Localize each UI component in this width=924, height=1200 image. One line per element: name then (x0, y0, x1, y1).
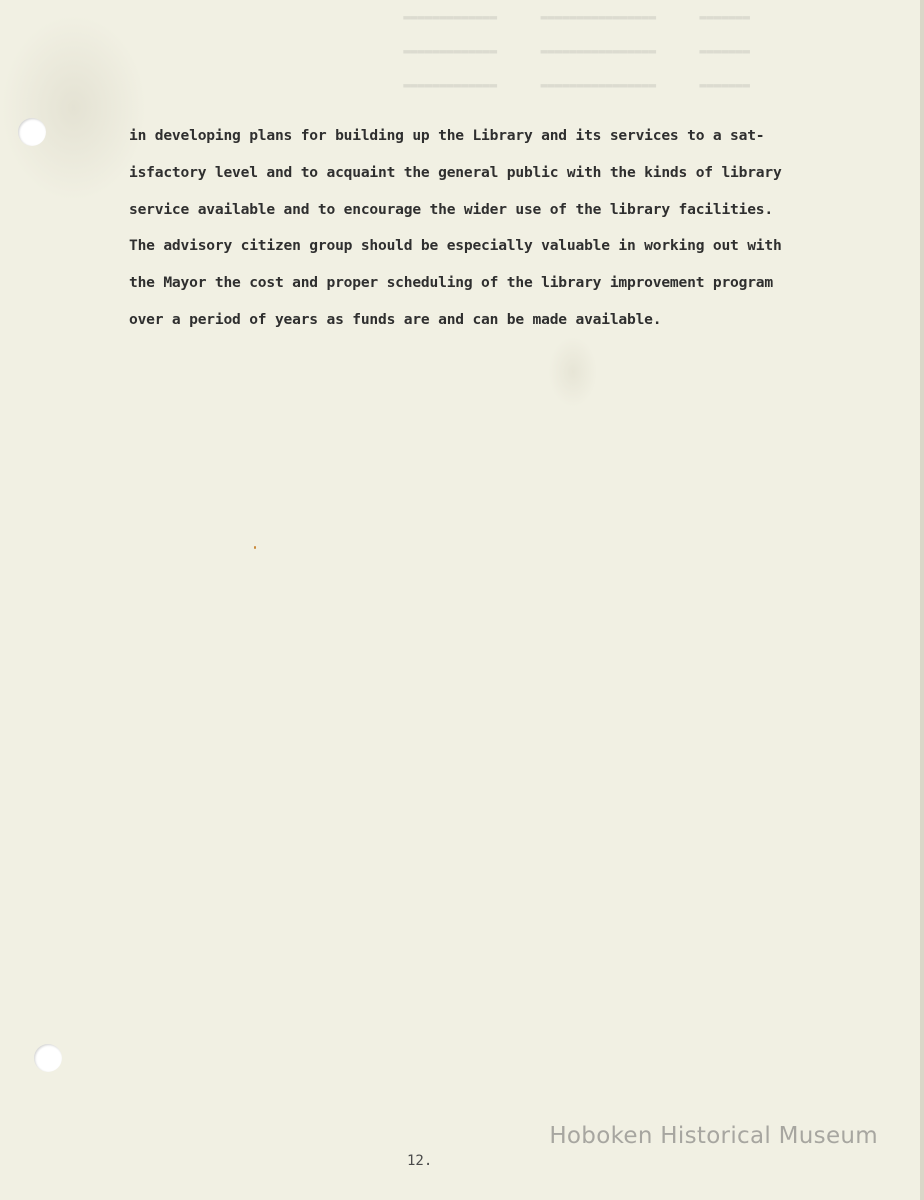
punch-hole-bottom (34, 1044, 62, 1072)
body-line: over a period of years as funds are and can be made available. (129, 310, 662, 328)
watermark-text: Hoboken Historical Museum (549, 1123, 878, 1149)
page-number: 12. (407, 1153, 433, 1169)
ink-speck (254, 546, 256, 549)
punch-hole-top (18, 118, 46, 146)
bleed-through-text: ▬▬▬▬▬▬▬ ▬▬▬▬▬▬▬▬▬▬▬▬▬▬▬▬ ▬▬▬▬▬▬▬▬▬▬▬▬▬ ▬▬▬▬▬▬▬ ▬▬▬▬▬▬▬▬▬▬▬▬▬▬▬▬ ▬▬▬▬▬▬▬▬▬▬▬▬▬ ▬▬▬▬▬▬▬ ▬▬▬▬▬▬▬▬▬▬▬▬▬▬▬▬ ▬▬▬▬▬▬▬▬▬▬▬▬▬ (403, 10, 750, 92)
body-line: in developing plans for building up the Library and its services to a sat- (129, 127, 765, 144)
body-line: The advisory citizen group should be especially valuable in working out with (129, 237, 782, 255)
body-line: the Mayor the cost and proper scheduling of the library improvement program (129, 274, 773, 292)
body-paragraph (129, 121, 839, 342)
body-line: service available and to encourage the wider use of the library facilities. (129, 200, 773, 218)
body-line: isfactory level and to acquaint the general public with the kinds of library (129, 163, 782, 181)
page-edge (920, 0, 924, 1200)
